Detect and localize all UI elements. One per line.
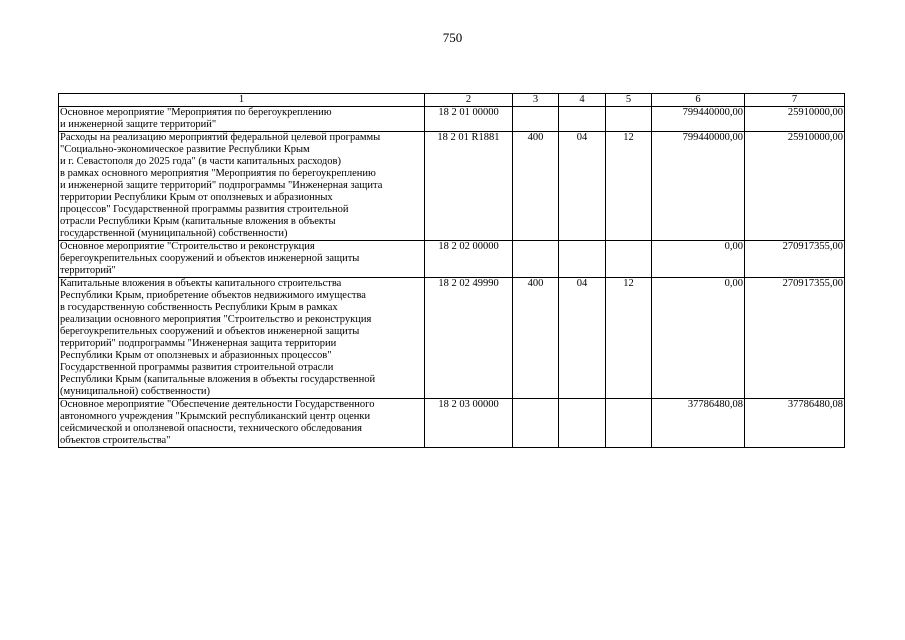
row-name: Основное мероприятие "Строительство и реконструкция берегоукрепительных сооружений и объектов инженерной защиты территорий" — [59, 241, 425, 278]
table-row — [59, 278, 845, 399]
row-amount-7: 270917355,00 — [745, 278, 845, 399]
row-amount-6: 37786480,08 — [652, 399, 745, 448]
row-name: Основное мероприятие "Обеспечение деятельности Государственного автономного учреждения "Крымский республиканский центр оценки сейсмической и оползневой опасности, технического обследования объектов строительства" — [59, 399, 425, 448]
row-name: Основное мероприятие "Мероприятия по берегоукреплению и инженерной защите территорий" — [59, 107, 425, 132]
row-amount-7: 270917355,00 — [745, 241, 845, 278]
row-amount-6: 799440000,00 — [652, 107, 745, 132]
table-row — [59, 241, 845, 278]
column-header: 2 — [425, 94, 513, 107]
column-header: 7 — [745, 94, 845, 107]
page-number: 750 — [442, 30, 463, 45]
row-name: Капитальные вложения в объекты капитального строительства Республики Крым, приобретение объектов недвижимого имущества в государственную собственность Республики Крым в рамках реализации основного мероприятия "Строительство и реконструкция берегоукрепительных сооружений и объектов инженерной защиты территорий" подпрограммы "Инженерная защита территории Республики Крым от оползневых и абразионных процессов" Государственной программы развития строительной отрасли Республики Крым (капитальные вложения в объекты государственной (муниципальной) собственности) — [59, 278, 425, 399]
row-amount-6: 799440000,00 — [652, 132, 745, 241]
row-amount-7: 25910000,00 — [745, 132, 845, 241]
row-col5: 12 — [606, 132, 652, 241]
row-amount-7: 37786480,08 — [745, 399, 845, 448]
row-col4: 04 — [559, 278, 606, 399]
table-row — [59, 107, 845, 132]
row-col3: 400 — [513, 132, 559, 241]
row-col3 — [513, 399, 559, 448]
row-col3 — [513, 107, 559, 132]
column-header: 4 — [559, 94, 606, 107]
row-col5 — [606, 399, 652, 448]
table-row — [59, 399, 845, 448]
row-code: 18 2 02 49990 — [425, 278, 513, 399]
row-col4 — [559, 107, 606, 132]
budget-table — [58, 93, 845, 448]
row-name: Расходы на реализацию мероприятий федеральной целевой программы "Социально-экономическое развитие Республики Крым и г. Севастополя до 2025 года" (в части капитальных расходов) в рамках основного мероприятия "Мероприятия по берегоукреплению и инженерной защите территорий" подпрограммы "Инженерная защита территории Республики Крым от оползневых и абразионных процессов" Государственной программы развития строительной отрасли Республики Крым (капитальные вложения в объекты государственной (муниципальной) собственности) — [59, 132, 425, 241]
column-header: 5 — [606, 94, 652, 107]
row-code: 18 2 03 00000 — [425, 399, 513, 448]
row-amount-6: 0,00 — [652, 241, 745, 278]
row-code: 18 2 01 00000 — [425, 107, 513, 132]
column-header: 6 — [652, 94, 745, 107]
row-col4: 04 — [559, 132, 606, 241]
row-col3: 400 — [513, 278, 559, 399]
row-amount-6: 0,00 — [652, 278, 745, 399]
row-col5 — [606, 241, 652, 278]
row-col4 — [559, 241, 606, 278]
column-number-row — [59, 94, 845, 107]
row-col4 — [559, 399, 606, 448]
row-col3 — [513, 241, 559, 278]
row-col5: 12 — [606, 278, 652, 399]
row-col5 — [606, 107, 652, 132]
table-row — [59, 132, 845, 241]
row-code: 18 2 01 R1881 — [425, 132, 513, 241]
column-header: 1 — [59, 94, 425, 107]
column-header: 3 — [513, 94, 559, 107]
row-code: 18 2 02 00000 — [425, 241, 513, 278]
row-amount-7: 25910000,00 — [745, 107, 845, 132]
